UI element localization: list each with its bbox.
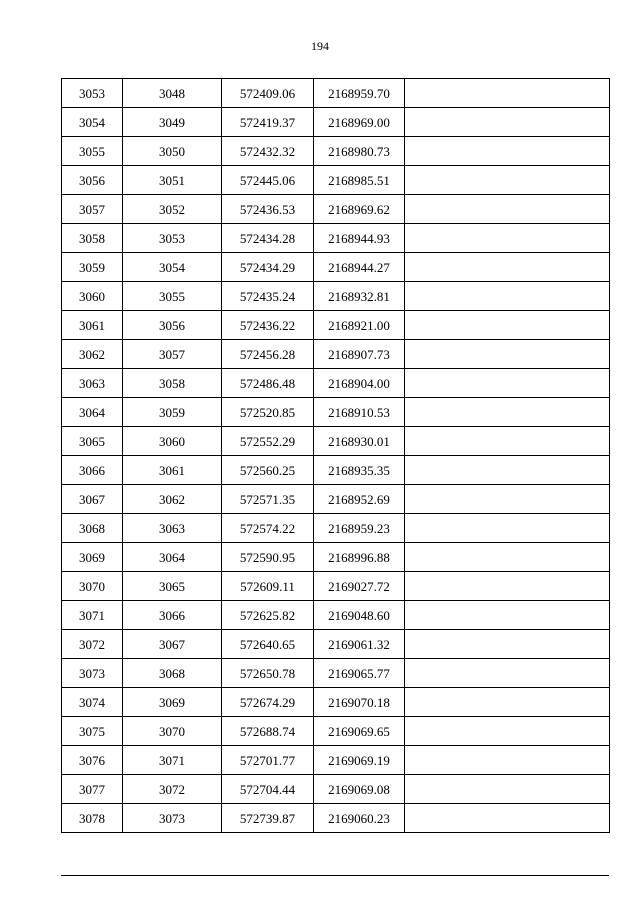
y-coordinate-cell: 2168969.62	[314, 195, 405, 224]
remarks-cell	[405, 427, 610, 456]
x-coordinate-cell: 572640.65	[222, 630, 314, 659]
x-coordinate-cell: 572739.87	[222, 804, 314, 833]
y-coordinate-cell: 2168944.27	[314, 253, 405, 282]
table-row	[62, 369, 610, 398]
x-coordinate-cell: 572486.48	[222, 369, 314, 398]
y-coordinate-cell: 2169060.23	[314, 804, 405, 833]
remarks-cell	[405, 166, 610, 195]
x-coordinate-cell: 572650.78	[222, 659, 314, 688]
x-coordinate-cell: 572520.85	[222, 398, 314, 427]
y-coordinate-cell: 2168996.88	[314, 543, 405, 572]
table-row	[62, 340, 610, 369]
footer-rule	[61, 875, 609, 876]
y-coordinate-cell: 2169070.18	[314, 688, 405, 717]
remarks-cell	[405, 79, 610, 108]
y-coordinate-cell: 2169061.32	[314, 630, 405, 659]
table-row	[62, 746, 610, 775]
table-row	[62, 282, 610, 311]
table-row	[62, 224, 610, 253]
reference-number-cell: 3062	[123, 485, 222, 514]
remarks-cell	[405, 485, 610, 514]
x-coordinate-cell: 572436.53	[222, 195, 314, 224]
table-row	[62, 775, 610, 804]
point-number-cell: 3074	[62, 688, 123, 717]
y-coordinate-cell: 2168959.70	[314, 79, 405, 108]
reference-number-cell: 3049	[123, 108, 222, 137]
y-coordinate-cell: 2168944.93	[314, 224, 405, 253]
table-row	[62, 137, 610, 166]
point-number-cell: 3075	[62, 717, 123, 746]
reference-number-cell: 3071	[123, 746, 222, 775]
reference-number-cell: 3072	[123, 775, 222, 804]
coordinates-table	[61, 78, 610, 833]
table-row	[62, 572, 610, 601]
x-coordinate-cell: 572419.37	[222, 108, 314, 137]
reference-number-cell: 3061	[123, 456, 222, 485]
point-number-cell: 3060	[62, 282, 123, 311]
table-row	[62, 195, 610, 224]
remarks-cell	[405, 746, 610, 775]
point-number-cell: 3066	[62, 456, 123, 485]
reference-number-cell: 3050	[123, 137, 222, 166]
x-coordinate-cell: 572688.74	[222, 717, 314, 746]
remarks-cell	[405, 369, 610, 398]
remarks-cell	[405, 108, 610, 137]
y-coordinate-cell: 2168910.53	[314, 398, 405, 427]
point-number-cell: 3078	[62, 804, 123, 833]
y-coordinate-cell: 2168921.00	[314, 311, 405, 340]
y-coordinate-cell: 2168980.73	[314, 137, 405, 166]
x-coordinate-cell: 572434.28	[222, 224, 314, 253]
x-coordinate-cell: 572571.35	[222, 485, 314, 514]
reference-number-cell: 3066	[123, 601, 222, 630]
x-coordinate-cell: 572445.06	[222, 166, 314, 195]
page-number: 194	[311, 39, 329, 53]
point-number-cell: 3070	[62, 572, 123, 601]
reference-number-cell: 3067	[123, 630, 222, 659]
y-coordinate-cell: 2169069.19	[314, 746, 405, 775]
remarks-cell	[405, 630, 610, 659]
remarks-cell	[405, 717, 610, 746]
table-row	[62, 543, 610, 572]
table-row	[62, 253, 610, 282]
point-number-cell: 3065	[62, 427, 123, 456]
reference-number-cell: 3057	[123, 340, 222, 369]
point-number-cell: 3053	[62, 79, 123, 108]
reference-number-cell: 3065	[123, 572, 222, 601]
x-coordinate-cell: 572456.28	[222, 340, 314, 369]
reference-number-cell: 3056	[123, 311, 222, 340]
table-row	[62, 166, 610, 195]
remarks-cell	[405, 137, 610, 166]
remarks-cell	[405, 282, 610, 311]
x-coordinate-cell: 572432.32	[222, 137, 314, 166]
x-coordinate-cell: 572435.24	[222, 282, 314, 311]
x-coordinate-cell: 572609.11	[222, 572, 314, 601]
point-number-cell: 3071	[62, 601, 123, 630]
reference-number-cell: 3059	[123, 398, 222, 427]
reference-number-cell: 3058	[123, 369, 222, 398]
y-coordinate-cell: 2169027.72	[314, 572, 405, 601]
y-coordinate-cell: 2168959.23	[314, 514, 405, 543]
point-number-cell: 3076	[62, 746, 123, 775]
remarks-cell	[405, 311, 610, 340]
remarks-cell	[405, 224, 610, 253]
y-coordinate-cell: 2168930.01	[314, 427, 405, 456]
reference-number-cell: 3055	[123, 282, 222, 311]
y-coordinate-cell: 2169069.08	[314, 775, 405, 804]
x-coordinate-cell: 572434.29	[222, 253, 314, 282]
reference-number-cell: 3063	[123, 514, 222, 543]
point-number-cell: 3073	[62, 659, 123, 688]
x-coordinate-cell: 572574.22	[222, 514, 314, 543]
point-number-cell: 3067	[62, 485, 123, 514]
table-row	[62, 485, 610, 514]
remarks-cell	[405, 572, 610, 601]
point-number-cell: 3062	[62, 340, 123, 369]
remarks-cell	[405, 398, 610, 427]
x-coordinate-cell: 572625.82	[222, 601, 314, 630]
point-number-cell: 3056	[62, 166, 123, 195]
table-row	[62, 601, 610, 630]
table-row	[62, 427, 610, 456]
remarks-cell	[405, 195, 610, 224]
point-number-cell: 3068	[62, 514, 123, 543]
reference-number-cell: 3068	[123, 659, 222, 688]
table-row	[62, 717, 610, 746]
y-coordinate-cell: 2168907.73	[314, 340, 405, 369]
point-number-cell: 3069	[62, 543, 123, 572]
remarks-cell	[405, 514, 610, 543]
reference-number-cell: 3048	[123, 79, 222, 108]
point-number-cell: 3064	[62, 398, 123, 427]
y-coordinate-cell: 2168985.51	[314, 166, 405, 195]
table-row	[62, 398, 610, 427]
point-number-cell: 3063	[62, 369, 123, 398]
x-coordinate-cell: 572436.22	[222, 311, 314, 340]
remarks-cell	[405, 456, 610, 485]
remarks-cell	[405, 688, 610, 717]
y-coordinate-cell: 2168904.00	[314, 369, 405, 398]
point-number-cell: 3059	[62, 253, 123, 282]
reference-number-cell: 3060	[123, 427, 222, 456]
point-number-cell: 3054	[62, 108, 123, 137]
reference-number-cell: 3054	[123, 253, 222, 282]
reference-number-cell: 3064	[123, 543, 222, 572]
point-number-cell: 3055	[62, 137, 123, 166]
reference-number-cell: 3069	[123, 688, 222, 717]
table-row	[62, 688, 610, 717]
table-row	[62, 456, 610, 485]
remarks-cell	[405, 804, 610, 833]
y-coordinate-cell: 2168932.81	[314, 282, 405, 311]
x-coordinate-cell: 572704.44	[222, 775, 314, 804]
x-coordinate-cell: 572560.25	[222, 456, 314, 485]
remarks-cell	[405, 775, 610, 804]
y-coordinate-cell: 2169048.60	[314, 601, 405, 630]
table-row	[62, 514, 610, 543]
y-coordinate-cell: 2169069.65	[314, 717, 405, 746]
reference-number-cell: 3051	[123, 166, 222, 195]
x-coordinate-cell: 572674.29	[222, 688, 314, 717]
x-coordinate-cell: 572590.95	[222, 543, 314, 572]
table-row	[62, 659, 610, 688]
remarks-cell	[405, 659, 610, 688]
y-coordinate-cell: 2168952.69	[314, 485, 405, 514]
point-number-cell: 3061	[62, 311, 123, 340]
y-coordinate-cell: 2169065.77	[314, 659, 405, 688]
coordinates-table-body	[62, 79, 610, 833]
remarks-cell	[405, 601, 610, 630]
reference-number-cell: 3052	[123, 195, 222, 224]
point-number-cell: 3058	[62, 224, 123, 253]
y-coordinate-cell: 2168969.00	[314, 108, 405, 137]
y-coordinate-cell: 2168935.35	[314, 456, 405, 485]
point-number-cell: 3077	[62, 775, 123, 804]
table-row	[62, 79, 610, 108]
point-number-cell: 3057	[62, 195, 123, 224]
table-row	[62, 630, 610, 659]
x-coordinate-cell: 572409.06	[222, 79, 314, 108]
table-row	[62, 804, 610, 833]
reference-number-cell: 3070	[123, 717, 222, 746]
reference-number-cell: 3053	[123, 224, 222, 253]
x-coordinate-cell: 572701.77	[222, 746, 314, 775]
remarks-cell	[405, 340, 610, 369]
table-row	[62, 108, 610, 137]
remarks-cell	[405, 543, 610, 572]
x-coordinate-cell: 572552.29	[222, 427, 314, 456]
reference-number-cell: 3073	[123, 804, 222, 833]
remarks-cell	[405, 253, 610, 282]
point-number-cell: 3072	[62, 630, 123, 659]
table-row	[62, 311, 610, 340]
